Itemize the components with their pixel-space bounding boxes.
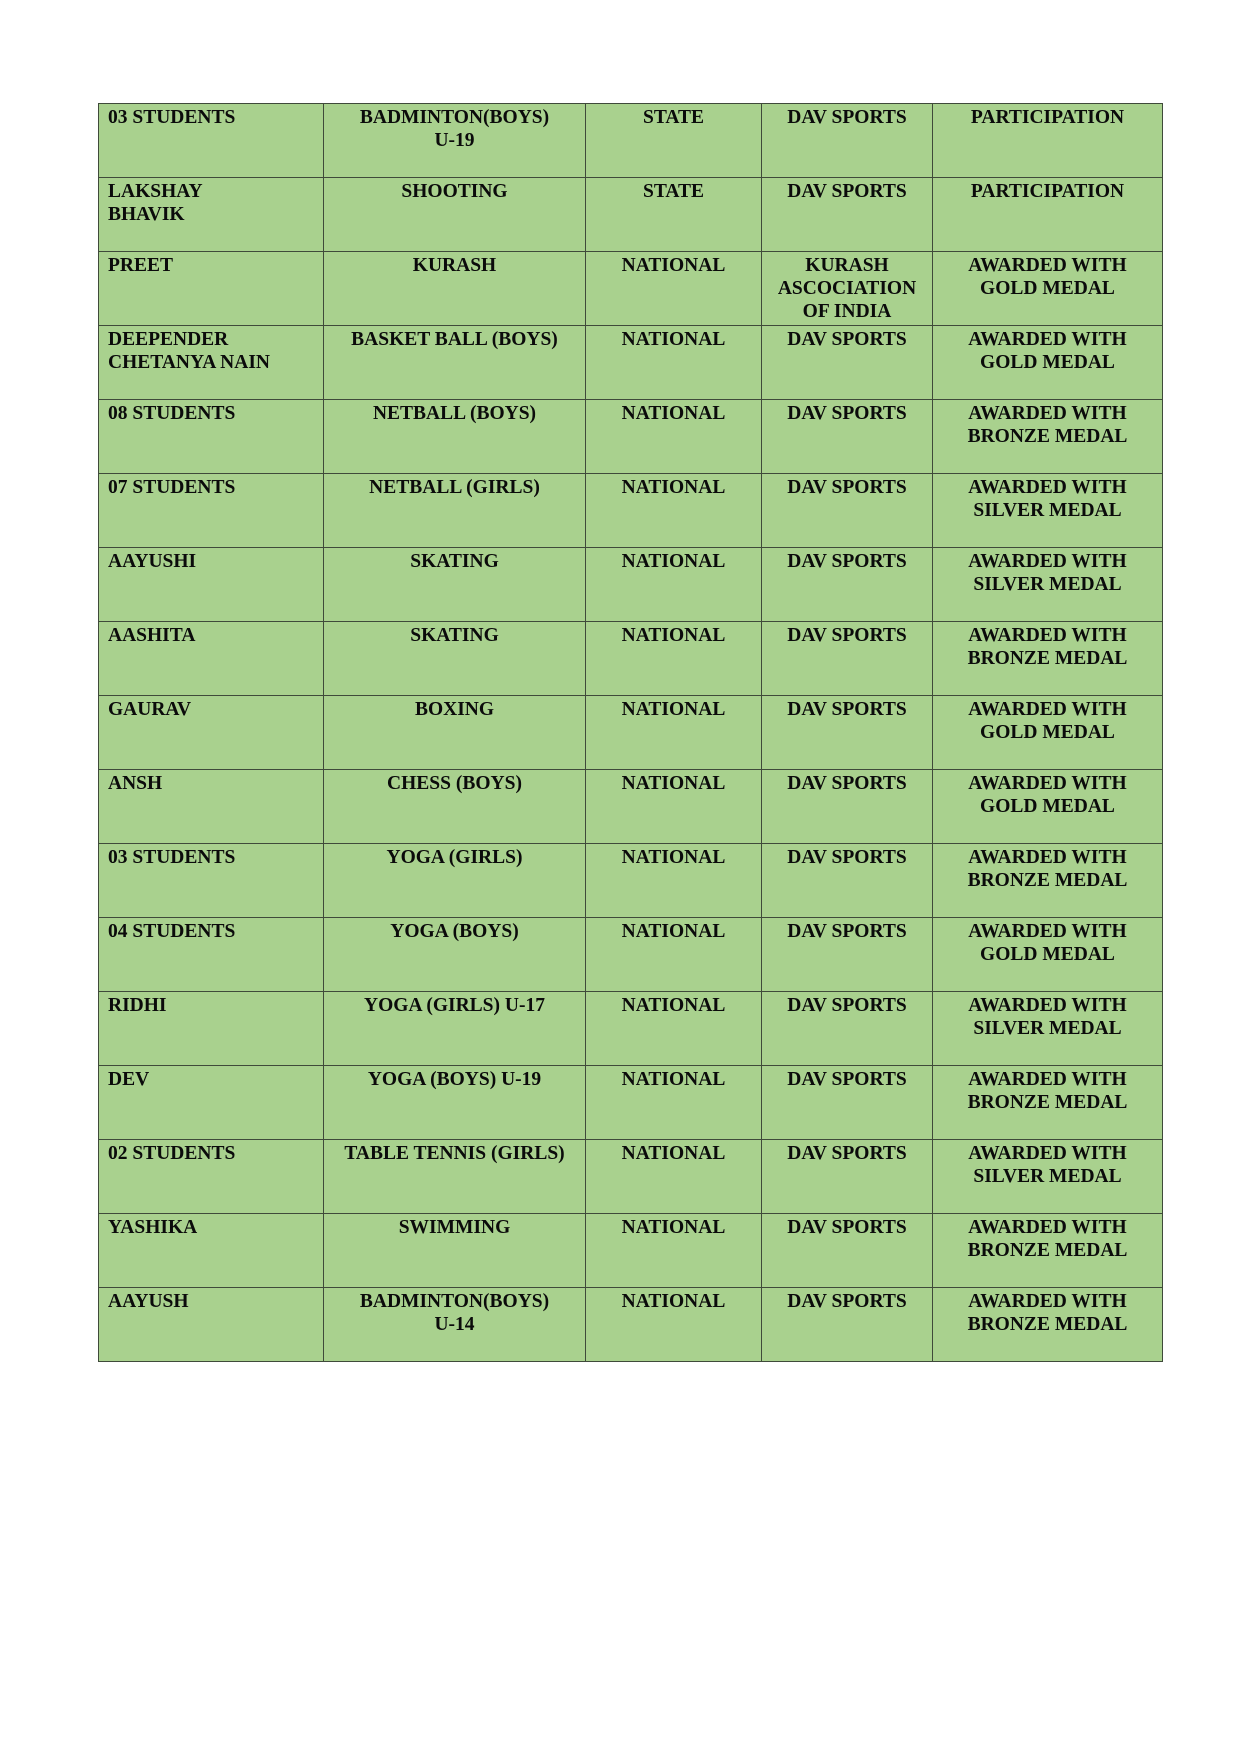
- organizer-cell: DAV SPORTS: [762, 1140, 933, 1214]
- organizer-cell: DAV SPORTS: [762, 1288, 933, 1362]
- student-name-cell: DEEPENDER CHETANYA NAIN: [99, 326, 324, 400]
- organizer-cell: DAV SPORTS: [762, 104, 933, 178]
- student-name-cell: 07 STUDENTS: [99, 474, 324, 548]
- table-row: [99, 992, 1163, 1066]
- student-name-cell: DEV: [99, 1066, 324, 1140]
- event-cell: NETBALL (BOYS): [324, 400, 586, 474]
- student-name-cell: 02 STUDENTS: [99, 1140, 324, 1214]
- table-row: [99, 474, 1163, 548]
- organizer-cell: DAV SPORTS: [762, 474, 933, 548]
- table-row: [99, 770, 1163, 844]
- event-cell: YOGA (GIRLS) U-17: [324, 992, 586, 1066]
- student-name-cell: AASHITA: [99, 622, 324, 696]
- organizer-cell: DAV SPORTS: [762, 770, 933, 844]
- event-cell: YOGA (BOYS) U-19: [324, 1066, 586, 1140]
- sports-achievements-table: [98, 103, 1163, 1362]
- result-cell: AWARDED WITH GOLD MEDAL: [933, 696, 1163, 770]
- organizer-cell: KURASH ASCOCIATION OF INDIA: [762, 252, 933, 326]
- result-cell: AWARDED WITH GOLD MEDAL: [933, 918, 1163, 992]
- result-cell: AWARDED WITH BRONZE MEDAL: [933, 622, 1163, 696]
- table-row: [99, 326, 1163, 400]
- level-cell: NATIONAL: [586, 252, 762, 326]
- organizer-cell: DAV SPORTS: [762, 918, 933, 992]
- student-name-cell: 04 STUDENTS: [99, 918, 324, 992]
- table-row: [99, 918, 1163, 992]
- organizer-cell: DAV SPORTS: [762, 622, 933, 696]
- table-row: [99, 622, 1163, 696]
- student-name-cell: YASHIKA: [99, 1214, 324, 1288]
- result-cell: AWARDED WITH SILVER MEDAL: [933, 548, 1163, 622]
- result-cell: AWARDED WITH GOLD MEDAL: [933, 252, 1163, 326]
- result-cell: PARTICIPATION: [933, 104, 1163, 178]
- level-cell: STATE: [586, 178, 762, 252]
- level-cell: NATIONAL: [586, 400, 762, 474]
- level-cell: NATIONAL: [586, 918, 762, 992]
- level-cell: NATIONAL: [586, 326, 762, 400]
- result-cell: AWARDED WITH BRONZE MEDAL: [933, 1214, 1163, 1288]
- student-name-cell: AAYUSHI: [99, 548, 324, 622]
- event-cell: BOXING: [324, 696, 586, 770]
- table-row: [99, 1066, 1163, 1140]
- event-cell: NETBALL (GIRLS): [324, 474, 586, 548]
- level-cell: NATIONAL: [586, 844, 762, 918]
- student-name-cell: 03 STUDENTS: [99, 844, 324, 918]
- student-name-cell: ANSH: [99, 770, 324, 844]
- level-cell: NATIONAL: [586, 1214, 762, 1288]
- organizer-cell: DAV SPORTS: [762, 1066, 933, 1140]
- result-cell: AWARDED WITH BRONZE MEDAL: [933, 400, 1163, 474]
- organizer-cell: DAV SPORTS: [762, 844, 933, 918]
- student-name-cell: LAKSHAY BHAVIK: [99, 178, 324, 252]
- level-cell: NATIONAL: [586, 770, 762, 844]
- event-cell: BASKET BALL (BOYS): [324, 326, 586, 400]
- organizer-cell: DAV SPORTS: [762, 326, 933, 400]
- level-cell: NATIONAL: [586, 622, 762, 696]
- result-cell: AWARDED WITH SILVER MEDAL: [933, 992, 1163, 1066]
- result-cell: AWARDED WITH BRONZE MEDAL: [933, 844, 1163, 918]
- table-row: [99, 400, 1163, 474]
- table-row: [99, 548, 1163, 622]
- event-cell: YOGA (BOYS): [324, 918, 586, 992]
- student-name-cell: PREET: [99, 252, 324, 326]
- student-name-cell: RIDHI: [99, 992, 324, 1066]
- student-name-cell: 08 STUDENTS: [99, 400, 324, 474]
- result-cell: AWARDED WITH GOLD MEDAL: [933, 770, 1163, 844]
- level-cell: NATIONAL: [586, 1140, 762, 1214]
- organizer-cell: DAV SPORTS: [762, 548, 933, 622]
- event-cell: YOGA (GIRLS): [324, 844, 586, 918]
- event-cell: BADMINTON(BOYS) U-14: [324, 1288, 586, 1362]
- student-name-cell: GAURAV: [99, 696, 324, 770]
- organizer-cell: DAV SPORTS: [762, 400, 933, 474]
- event-cell: SHOOTING: [324, 178, 586, 252]
- event-cell: KURASH: [324, 252, 586, 326]
- result-cell: AWARDED WITH BRONZE MEDAL: [933, 1288, 1163, 1362]
- result-cell: AWARDED WITH GOLD MEDAL: [933, 326, 1163, 400]
- table-row: [99, 252, 1163, 326]
- event-cell: CHESS (BOYS): [324, 770, 586, 844]
- table-row: [99, 1288, 1163, 1362]
- result-cell: AWARDED WITH BRONZE MEDAL: [933, 1066, 1163, 1140]
- table-row: [99, 1140, 1163, 1214]
- organizer-cell: DAV SPORTS: [762, 992, 933, 1066]
- table-row: [99, 696, 1163, 770]
- level-cell: NATIONAL: [586, 548, 762, 622]
- table-row: [99, 1214, 1163, 1288]
- event-cell: BADMINTON(BOYS) U-19: [324, 104, 586, 178]
- organizer-cell: DAV SPORTS: [762, 178, 933, 252]
- table-row: [99, 178, 1163, 252]
- level-cell: NATIONAL: [586, 992, 762, 1066]
- event-cell: SKATING: [324, 548, 586, 622]
- result-cell: AWARDED WITH SILVER MEDAL: [933, 1140, 1163, 1214]
- level-cell: NATIONAL: [586, 474, 762, 548]
- event-cell: SKATING: [324, 622, 586, 696]
- level-cell: STATE: [586, 104, 762, 178]
- table-row: [99, 104, 1163, 178]
- organizer-cell: DAV SPORTS: [762, 696, 933, 770]
- level-cell: NATIONAL: [586, 696, 762, 770]
- organizer-cell: DAV SPORTS: [762, 1214, 933, 1288]
- table-row: [99, 844, 1163, 918]
- result-cell: AWARDED WITH SILVER MEDAL: [933, 474, 1163, 548]
- level-cell: NATIONAL: [586, 1288, 762, 1362]
- event-cell: SWIMMING: [324, 1214, 586, 1288]
- table-body: [99, 104, 1163, 1362]
- student-name-cell: AAYUSH: [99, 1288, 324, 1362]
- level-cell: NATIONAL: [586, 1066, 762, 1140]
- result-cell: PARTICIPATION: [933, 178, 1163, 252]
- student-name-cell: 03 STUDENTS: [99, 104, 324, 178]
- event-cell: TABLE TENNIS (GIRLS): [324, 1140, 586, 1214]
